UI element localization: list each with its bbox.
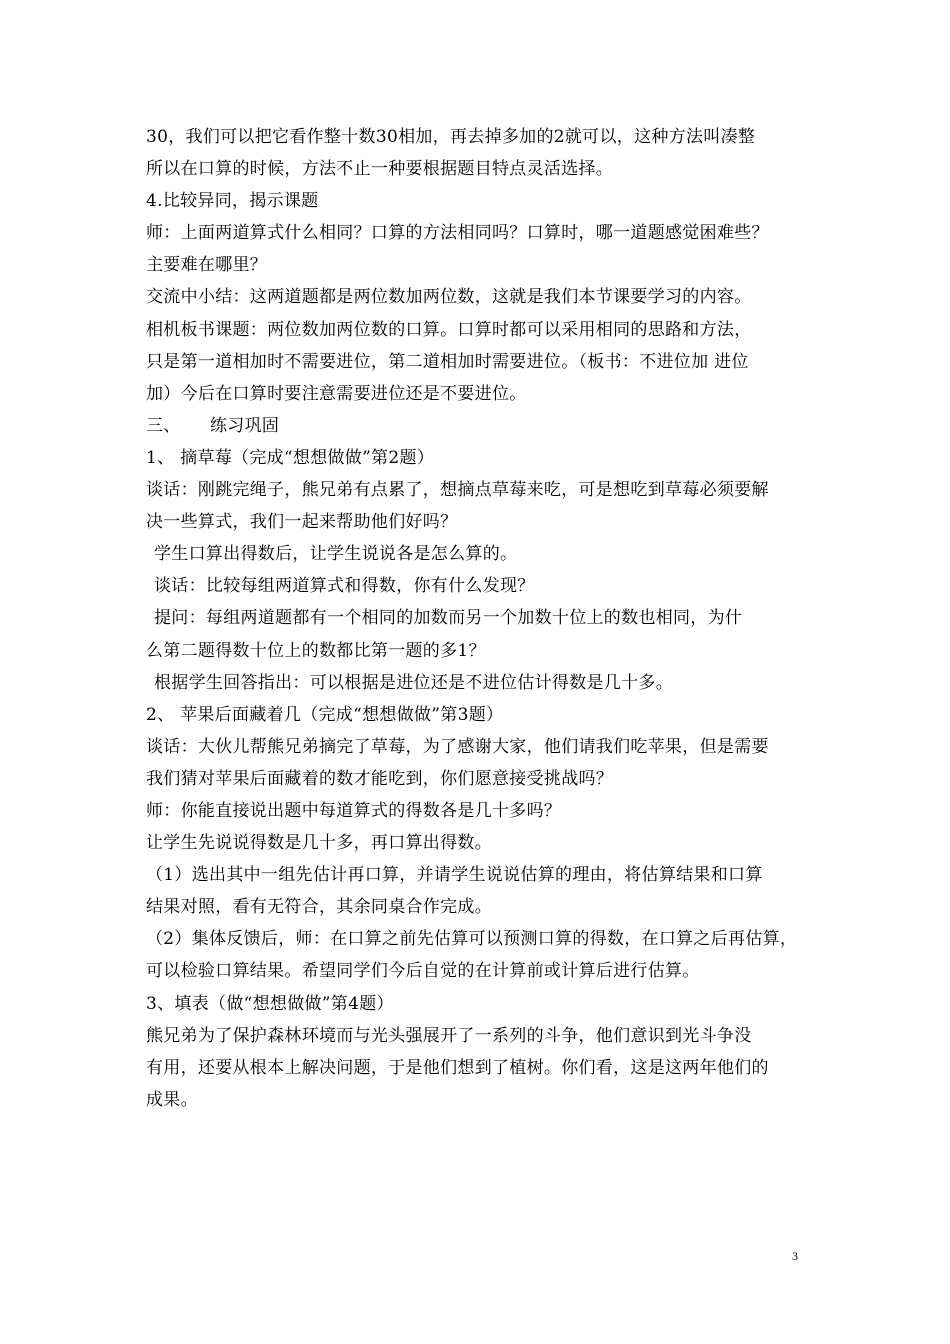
- text-line: 成果。: [146, 1089, 198, 1110]
- text-line: 加）今后在口算时要注意需要进位还是不要进位。: [146, 383, 527, 404]
- text-line: 熊兄弟为了保护森林环境而与光头强展开了一系列的斗争，他们意识到光斗争没: [146, 1025, 752, 1046]
- text-line: 学生口算出得数后，让学生说说各是怎么算的。: [154, 544, 518, 565]
- section-heading: [146, 410, 836, 442]
- section-number: 三、: [146, 415, 181, 436]
- subsection-heading: 3、填表（做“想想做做”第4题）: [146, 993, 394, 1014]
- text-line: 结果对照，看有无符合，其余同桌合作完成。: [146, 897, 492, 918]
- text-line: 相机板书课题：两位数加两位数的口算。口算时都可以采用相同的思路和方法，: [146, 319, 752, 340]
- page-number: 3: [792, 1249, 798, 1263]
- text-line: 所以在口算的时候，方法不止一种要根据题目特点灵活选择。: [146, 159, 614, 180]
- text-line: 谈话：比较每组两道算式和得数，你有什么发现？: [154, 576, 535, 597]
- text-line: 有用，还要从根本上解决问题，于是他们想到了植树。你们看，这是这两年他们的: [146, 1057, 769, 1078]
- text-line: （2）集体反馈后，师：在口算之前先估算可以预测口算的得数，在口算之后再估算，: [146, 929, 798, 950]
- text-line: 师：你能直接说出题中每道算式的得数各是几十多吗？: [146, 800, 562, 821]
- subsection-heading: 2、 苹果后面藏着几（完成“想想做做”第3题）: [146, 704, 504, 725]
- text-line: 根据学生回答指出：可以根据是进位还是不进位估计得数是几十多。: [154, 672, 673, 693]
- text-line: 30，我们可以把它看作整十数30相加，再去掉多加的2就可以，这种方法叫凑整: [146, 127, 756, 147]
- text-line: 谈话：刚跳完绳子，熊兄弟有点累了，想摘点草莓来吃，可是想吃到草莓必须要解: [146, 480, 769, 501]
- section-title: 练习巩固: [210, 415, 280, 436]
- text-line: 么第二题得数十位上的数都比第一题的多1？: [146, 640, 486, 661]
- text-line: 让学生先说说得数是几十多，再口算出得数。: [146, 833, 492, 854]
- body-text: [146, 121, 836, 1116]
- text-line: 交流中小结：这两道题都是两位数加两位数，这就是我们本节课要学习的内容。: [146, 287, 752, 308]
- section-heading: 4.比较异同，揭示课题: [146, 191, 319, 212]
- text-line: 决一些算式，我们一起来帮助他们好吗？: [146, 512, 458, 533]
- subsection-heading: 1、 摘草莓（完成“想想做做”第2题）: [146, 447, 435, 468]
- text-line: 只是第一道相加时不需要进位，第二道相加时需要进位。（板书：不进位加 进位: [146, 351, 749, 372]
- text-line: （1）选出其中一组先估计再口算，并请学生说说估算的理由，将估算结果和口算: [146, 865, 763, 886]
- text-line: 提问：每组两道题都有一个相同的加数而另一个加数十位上的数也相同，为什: [154, 608, 743, 629]
- text-line: 我们猜对苹果后面藏着的数才能吃到，你们愿意接受挑战吗？: [146, 768, 614, 789]
- text-line: 谈话：大伙儿帮熊兄弟摘完了草莓，为了感谢大家，他们请我们吃苹果，但是需要: [146, 736, 769, 757]
- text-line: 师：上面两道算式什么相同？口算的方法相同吗？口算时，哪一道题感觉困难些？: [146, 223, 769, 244]
- text-line: 主要难在哪里？: [146, 255, 268, 276]
- text-line: 可以检验口算结果。希望同学们今后自觉的在计算前或计算后进行估算。: [146, 961, 700, 982]
